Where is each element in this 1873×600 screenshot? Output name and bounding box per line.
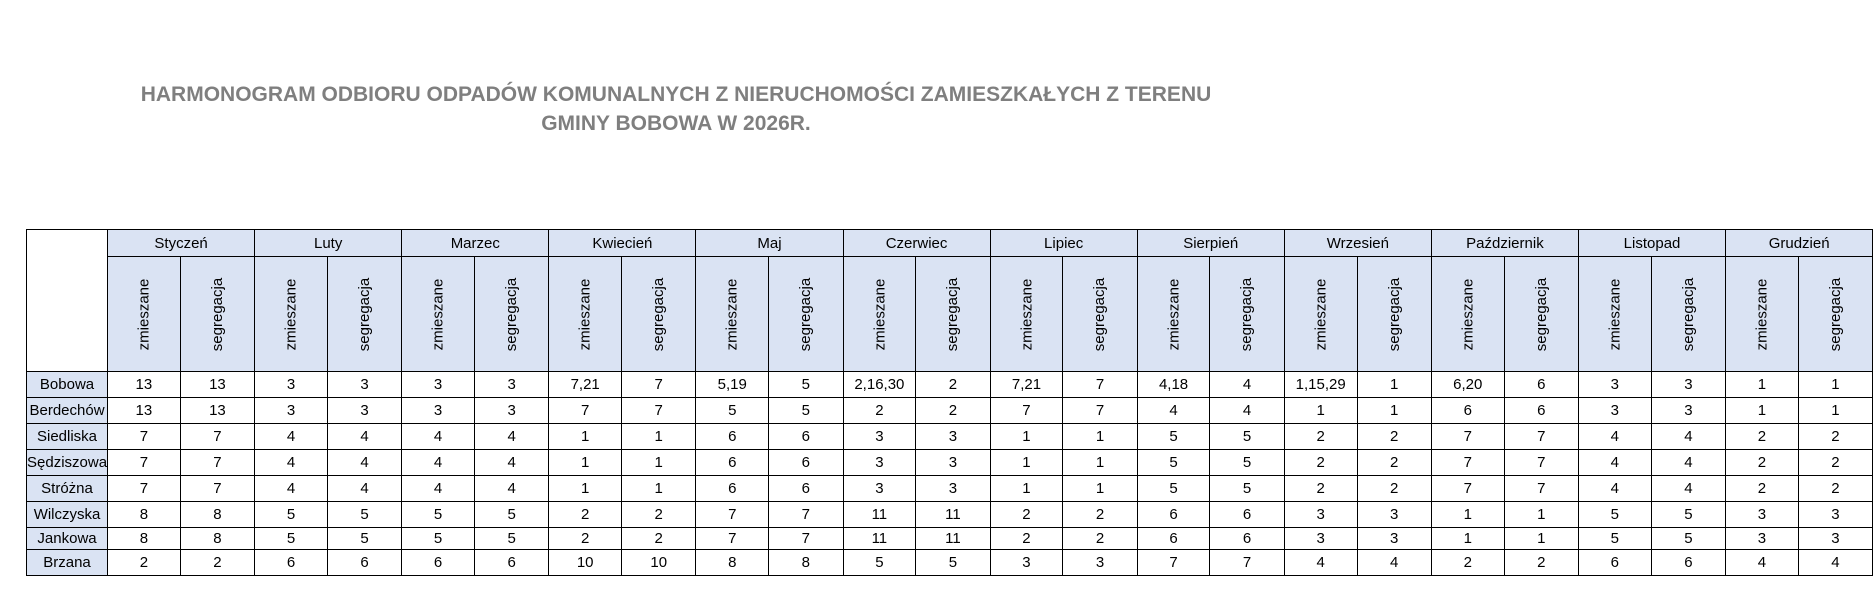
waste-type-label: segregacja xyxy=(208,277,226,351)
waste-type-label: zmieszane xyxy=(1606,278,1624,350)
pickup-day-cell: 8 xyxy=(769,550,843,576)
pickup-day-cell: 6 xyxy=(696,450,769,476)
pickup-day-cell: 8 xyxy=(108,502,181,528)
pickup-day-cell: 5 xyxy=(1578,502,1651,528)
pickup-day-cell: 7 xyxy=(1431,450,1504,476)
pickup-day-cell: 3 xyxy=(255,398,328,424)
table-row xyxy=(27,528,1873,550)
waste-type-label: zmieszane xyxy=(1017,278,1035,350)
pickup-day-cell: 4 xyxy=(1726,550,1799,576)
segregated-waste-header xyxy=(1798,257,1872,372)
pickup-day-cell: 3 xyxy=(1578,398,1651,424)
pickup-day-cell: 2 xyxy=(549,502,622,528)
pickup-day-cell: 1 xyxy=(1063,450,1137,476)
pickup-day-cell: 2 xyxy=(1798,476,1872,502)
table-row xyxy=(27,372,1873,398)
pickup-day-cell: 5 xyxy=(402,528,475,550)
waste-type-label: zmieszane xyxy=(282,278,300,350)
town-name: Sędziszowa xyxy=(27,450,108,476)
pickup-day-cell: 2 xyxy=(1284,476,1357,502)
segregated-waste-header xyxy=(769,257,843,372)
pickup-day-cell: 2 xyxy=(622,502,696,528)
pickup-day-cell: 4 xyxy=(255,424,328,450)
month-header: Grudzień xyxy=(1726,230,1873,257)
pickup-day-cell: 6 xyxy=(696,424,769,450)
pickup-day-cell: 11 xyxy=(843,528,916,550)
pickup-day-cell: 2 xyxy=(1726,476,1799,502)
town-name: Brzana xyxy=(27,550,108,576)
pickup-day-cell: 1 xyxy=(1063,424,1137,450)
town-name: Jankowa xyxy=(27,528,108,550)
pickup-day-cell: 3 xyxy=(1651,372,1725,398)
pickup-day-cell: 7 xyxy=(622,372,696,398)
pickup-day-cell: 7 xyxy=(108,424,181,450)
mixed-waste-header xyxy=(549,257,622,372)
waste-type-label: segregacja xyxy=(1385,277,1403,351)
pickup-day-cell: 2 xyxy=(1284,450,1357,476)
mixed-waste-header xyxy=(1137,257,1210,372)
pickup-day-cell: 1 xyxy=(990,476,1063,502)
pickup-day-cell: 6 xyxy=(327,550,401,576)
waste-type-label: zmieszane xyxy=(1165,278,1183,350)
pickup-day-cell: 4 xyxy=(474,424,548,450)
pickup-day-cell: 3 xyxy=(255,372,328,398)
pickup-day-cell: 7 xyxy=(1063,398,1137,424)
town-name: Wilczyska xyxy=(27,502,108,528)
segregated-waste-header xyxy=(474,257,548,372)
month-header: Luty xyxy=(255,230,402,257)
pickup-day-cell: 3 xyxy=(474,372,548,398)
pickup-day-cell: 3 xyxy=(1284,528,1357,550)
pickup-day-cell: 5 xyxy=(255,502,328,528)
segregated-waste-header xyxy=(1651,257,1725,372)
pickup-day-cell: 2 xyxy=(1798,450,1872,476)
mixed-waste-header xyxy=(402,257,475,372)
pickup-day-cell: 7 xyxy=(1063,372,1137,398)
waste-type-label: zmieszane xyxy=(1459,278,1477,350)
waste-type-label: segregacja xyxy=(1091,277,1109,351)
pickup-day-cell: 13 xyxy=(180,398,254,424)
pickup-day-cell: 4 xyxy=(1651,424,1725,450)
pickup-day-cell: 6 xyxy=(255,550,328,576)
pickup-day-cell: 3 xyxy=(474,398,548,424)
month-header: Kwiecień xyxy=(549,230,696,257)
pickup-day-cell: 3 xyxy=(1578,372,1651,398)
mixed-waste-header xyxy=(1578,257,1651,372)
pickup-day-cell: 6 xyxy=(1137,502,1210,528)
pickup-day-cell: 1 xyxy=(622,450,696,476)
pickup-day-cell: 2 xyxy=(622,528,696,550)
waste-type-label: zmieszane xyxy=(429,278,447,350)
pickup-day-cell: 2 xyxy=(1431,550,1504,576)
pickup-day-cell: 6 xyxy=(1504,398,1578,424)
pickup-day-cell: 2 xyxy=(108,550,181,576)
table-row xyxy=(27,424,1873,450)
pickup-day-cell: 6 xyxy=(1210,528,1284,550)
pickup-day-cell: 2 xyxy=(1798,424,1872,450)
pickup-day-cell: 5 xyxy=(1210,476,1284,502)
pickup-day-cell: 1 xyxy=(990,450,1063,476)
pickup-day-cell: 5 xyxy=(1137,450,1210,476)
table-row xyxy=(27,398,1873,424)
month-header: Lipiec xyxy=(990,230,1137,257)
segregated-waste-header xyxy=(1210,257,1284,372)
pickup-day-cell: 5 xyxy=(916,550,990,576)
pickup-day-cell: 7 xyxy=(1504,450,1578,476)
pickup-day-cell: 4 xyxy=(402,424,475,450)
month-header: Maj xyxy=(696,230,843,257)
corner-cell xyxy=(27,230,108,372)
pickup-day-cell: 2 xyxy=(1504,550,1578,576)
pickup-day-cell: 7 xyxy=(696,502,769,528)
waste-type-label: segregacja xyxy=(1826,277,1844,351)
pickup-day-cell: 7 xyxy=(1504,424,1578,450)
pickup-day-cell: 6 xyxy=(402,550,475,576)
pickup-day-cell: 1 xyxy=(1063,476,1137,502)
pickup-day-cell: 10 xyxy=(622,550,696,576)
mixed-waste-header xyxy=(1431,257,1504,372)
town-name: Stróżna xyxy=(27,476,108,502)
pickup-day-cell: 4 xyxy=(1210,398,1284,424)
waste-type-label: zmieszane xyxy=(135,278,153,350)
pickup-day-cell: 2 xyxy=(549,528,622,550)
pickup-day-cell: 4 xyxy=(474,476,548,502)
pickup-day-cell: 3 xyxy=(843,476,916,502)
pickup-day-cell: 1 xyxy=(1798,372,1872,398)
pickup-day-cell: 11 xyxy=(916,502,990,528)
pickup-day-cell: 3 xyxy=(327,398,401,424)
pickup-day-cell: 7 xyxy=(108,450,181,476)
pickup-day-cell: 7 xyxy=(180,476,254,502)
waste-type-label: segregacja xyxy=(1532,277,1550,351)
pickup-day-cell: 5 xyxy=(1137,476,1210,502)
segregated-waste-header xyxy=(1504,257,1578,372)
pickup-day-cell: 5 xyxy=(402,502,475,528)
pickup-day-cell: 1 xyxy=(1504,502,1578,528)
pickup-day-cell: 7 xyxy=(696,528,769,550)
pickup-day-cell: 1 xyxy=(622,476,696,502)
pickup-day-cell: 11 xyxy=(843,502,916,528)
waste-type-header-row xyxy=(27,257,1873,372)
pickup-day-cell: 4 xyxy=(1284,550,1357,576)
town-name: Bobowa xyxy=(27,372,108,398)
waste-type-label: segregacja xyxy=(503,277,521,351)
pickup-day-cell: 3 xyxy=(1284,502,1357,528)
pickup-day-cell: 7 xyxy=(108,476,181,502)
pickup-day-cell: 7 xyxy=(1431,476,1504,502)
pickup-day-cell: 4 xyxy=(1578,476,1651,502)
pickup-day-cell: 1 xyxy=(1726,372,1799,398)
pickup-day-cell: 5 xyxy=(474,528,548,550)
waste-type-label: zmieszane xyxy=(1753,278,1771,350)
pickup-day-cell: 2 xyxy=(180,550,254,576)
waste-type-label: segregacja xyxy=(1238,277,1256,351)
month-header-row xyxy=(27,230,1873,257)
pickup-day-cell: 8 xyxy=(696,550,769,576)
pickup-day-cell: 8 xyxy=(180,502,254,528)
pickup-day-cell: 7 xyxy=(990,398,1063,424)
town-name: Siedliska xyxy=(27,424,108,450)
pickup-day-cell: 7 xyxy=(622,398,696,424)
mixed-waste-header xyxy=(1726,257,1799,372)
pickup-day-cell: 3 xyxy=(1651,398,1725,424)
mixed-waste-header xyxy=(843,257,916,372)
waste-type-label: segregacja xyxy=(797,277,815,351)
pickup-day-cell: 4 xyxy=(402,450,475,476)
pickup-day-cell: 1 xyxy=(1504,528,1578,550)
pickup-day-cell: 6 xyxy=(474,550,548,576)
pickup-day-cell: 7 xyxy=(1137,550,1210,576)
pickup-day-cell: 2 xyxy=(916,372,990,398)
pickup-day-cell: 5 xyxy=(696,398,769,424)
document-title xyxy=(60,80,1292,138)
mixed-waste-header xyxy=(255,257,328,372)
pickup-day-cell: 3 xyxy=(1798,528,1872,550)
pickup-day-cell: 5 xyxy=(1651,528,1725,550)
month-header: Listopad xyxy=(1578,230,1725,257)
month-header: Sierpień xyxy=(1137,230,1284,257)
table-row xyxy=(27,476,1873,502)
pickup-day-cell: 5 xyxy=(474,502,548,528)
pickup-day-cell: 3 xyxy=(843,424,916,450)
mixed-waste-header xyxy=(108,257,181,372)
pickup-day-cell: 1 xyxy=(1726,398,1799,424)
pickup-day-cell: 5 xyxy=(769,372,843,398)
pickup-day-cell: 4 xyxy=(1357,550,1431,576)
segregated-waste-header xyxy=(622,257,696,372)
pickup-day-cell: 3 xyxy=(1726,528,1799,550)
pickup-day-cell: 5 xyxy=(843,550,916,576)
pickup-day-cell: 2 xyxy=(990,502,1063,528)
pickup-day-cell: 2 xyxy=(1726,424,1799,450)
pickup-day-cell: 4 xyxy=(327,476,401,502)
pickup-day-cell: 5 xyxy=(769,398,843,424)
pickup-day-cell: 5 xyxy=(327,528,401,550)
pickup-day-cell: 4 xyxy=(327,450,401,476)
pickup-day-cell: 4 xyxy=(327,424,401,450)
pickup-day-cell: 7 xyxy=(769,502,843,528)
pickup-day-cell: 6 xyxy=(1578,550,1651,576)
pickup-day-cell: 10 xyxy=(549,550,622,576)
pickup-day-cell: 1 xyxy=(1357,372,1431,398)
pickup-day-cell: 7,21 xyxy=(990,372,1063,398)
town-name: Berdechów xyxy=(27,398,108,424)
pickup-day-cell: 1 xyxy=(1431,502,1504,528)
waste-type-label: zmieszane xyxy=(1312,278,1330,350)
pickup-day-cell: 7 xyxy=(549,398,622,424)
pickup-day-cell: 7 xyxy=(1504,476,1578,502)
pickup-day-cell: 7 xyxy=(1431,424,1504,450)
pickup-day-cell: 4 xyxy=(1578,450,1651,476)
pickup-day-cell: 2,16,30 xyxy=(843,372,916,398)
pickup-day-cell: 2 xyxy=(1063,528,1137,550)
pickup-day-cell: 4 xyxy=(1578,424,1651,450)
pickup-day-cell: 5 xyxy=(327,502,401,528)
segregated-waste-header xyxy=(327,257,401,372)
pickup-day-cell: 2 xyxy=(1063,502,1137,528)
pickup-day-cell: 7,21 xyxy=(549,372,622,398)
pickup-day-cell: 6,20 xyxy=(1431,372,1504,398)
pickup-day-cell: 4 xyxy=(1137,398,1210,424)
pickup-day-cell: 5 xyxy=(1578,528,1651,550)
month-header: Wrzesień xyxy=(1284,230,1431,257)
pickup-day-cell: 7 xyxy=(769,528,843,550)
pickup-day-cell: 6 xyxy=(769,476,843,502)
pickup-day-cell: 3 xyxy=(916,450,990,476)
waste-type-label: segregacja xyxy=(650,277,668,351)
pickup-day-cell: 1 xyxy=(622,424,696,450)
pickup-day-cell: 1 xyxy=(549,450,622,476)
pickup-day-cell: 3 xyxy=(990,550,1063,576)
pickup-day-cell: 1 xyxy=(1431,528,1504,550)
pickup-day-cell: 13 xyxy=(180,372,254,398)
pickup-day-cell: 1 xyxy=(1284,398,1357,424)
pickup-day-cell: 4 xyxy=(255,476,328,502)
pickup-day-cell: 4 xyxy=(1651,476,1725,502)
month-header: Styczeń xyxy=(108,230,255,257)
mixed-waste-header xyxy=(990,257,1063,372)
pickup-day-cell: 2 xyxy=(916,398,990,424)
pickup-day-cell: 4 xyxy=(474,450,548,476)
pickup-day-cell: 3 xyxy=(327,372,401,398)
pickup-day-cell: 4 xyxy=(1798,550,1872,576)
segregated-waste-header xyxy=(180,257,254,372)
pickup-day-cell: 4 xyxy=(402,476,475,502)
waste-type-label: segregacja xyxy=(356,277,374,351)
pickup-day-cell: 2 xyxy=(1357,476,1431,502)
segregated-waste-header xyxy=(916,257,990,372)
title-line-1: HARMONOGRAM ODBIORU ODPADÓW KOMUNALNYCH Z NIERUCHOMOŚCI ZAMIESZKAŁYCH Z TERENU xyxy=(140,83,1212,106)
pickup-day-cell: 5 xyxy=(255,528,328,550)
mixed-waste-header xyxy=(1284,257,1357,372)
pickup-day-cell: 3 xyxy=(1798,502,1872,528)
pickup-day-cell: 6 xyxy=(696,476,769,502)
waste-type-label: zmieszane xyxy=(723,278,741,350)
pickup-day-cell: 7 xyxy=(180,424,254,450)
segregated-waste-header xyxy=(1357,257,1431,372)
pickup-day-cell: 6 xyxy=(1651,550,1725,576)
month-header: Marzec xyxy=(402,230,549,257)
pickup-day-cell: 4 xyxy=(1651,450,1725,476)
waste-type-label: zmieszane xyxy=(870,278,888,350)
pickup-day-cell: 3 xyxy=(916,424,990,450)
waste-type-label: segregacja xyxy=(944,277,962,351)
pickup-day-cell: 4 xyxy=(1210,372,1284,398)
pickup-day-cell: 13 xyxy=(108,372,181,398)
pickup-day-cell: 3 xyxy=(402,372,475,398)
pickup-day-cell: 8 xyxy=(180,528,254,550)
pickup-day-cell: 1 xyxy=(1798,398,1872,424)
pickup-day-cell: 7 xyxy=(1210,550,1284,576)
pickup-day-cell: 1 xyxy=(549,424,622,450)
pickup-day-cell: 3 xyxy=(1357,528,1431,550)
mixed-waste-header xyxy=(696,257,769,372)
pickup-day-cell: 5 xyxy=(1210,450,1284,476)
pickup-day-cell: 3 xyxy=(1357,502,1431,528)
pickup-day-cell: 2 xyxy=(1284,424,1357,450)
pickup-day-cell: 11 xyxy=(916,528,990,550)
pickup-day-cell: 7 xyxy=(180,450,254,476)
segregated-waste-header xyxy=(1063,257,1137,372)
table-row xyxy=(27,450,1873,476)
pickup-day-cell: 2 xyxy=(1726,450,1799,476)
pickup-day-cell: 2 xyxy=(1357,424,1431,450)
pickup-day-cell: 6 xyxy=(769,424,843,450)
title-line-2: GMINY BOBOWA W 2026R. xyxy=(541,112,811,135)
pickup-day-cell: 13 xyxy=(108,398,181,424)
pickup-day-cell: 2 xyxy=(1357,450,1431,476)
pickup-day-cell: 3 xyxy=(916,476,990,502)
pickup-day-cell: 6 xyxy=(1137,528,1210,550)
pickup-day-cell: 6 xyxy=(1504,372,1578,398)
pickup-day-cell: 2 xyxy=(843,398,916,424)
pickup-day-cell: 6 xyxy=(769,450,843,476)
table-row xyxy=(27,550,1873,576)
pickup-day-cell: 5,19 xyxy=(696,372,769,398)
pickup-day-cell: 1 xyxy=(990,424,1063,450)
month-header: Czerwiec xyxy=(843,230,990,257)
pickup-day-cell: 4 xyxy=(255,450,328,476)
table-row xyxy=(27,502,1873,528)
pickup-day-cell: 5 xyxy=(1210,424,1284,450)
pickup-day-cell: 2 xyxy=(990,528,1063,550)
pickup-day-cell: 3 xyxy=(1063,550,1137,576)
pickup-day-cell: 8 xyxy=(108,528,181,550)
pickup-day-cell: 6 xyxy=(1431,398,1504,424)
pickup-day-cell: 5 xyxy=(1651,502,1725,528)
pickup-day-cell: 6 xyxy=(1210,502,1284,528)
waste-type-label: segregacja xyxy=(1679,277,1697,351)
pickup-day-cell: 3 xyxy=(843,450,916,476)
pickup-day-cell: 3 xyxy=(1726,502,1799,528)
waste-type-label: zmieszane xyxy=(576,278,594,350)
pickup-day-cell: 1 xyxy=(549,476,622,502)
pickup-day-cell: 1 xyxy=(1357,398,1431,424)
pickup-day-cell: 1,15,29 xyxy=(1284,372,1357,398)
collection-schedule-table xyxy=(26,229,1873,576)
pickup-day-cell: 5 xyxy=(1137,424,1210,450)
pickup-day-cell: 3 xyxy=(402,398,475,424)
pickup-day-cell: 4,18 xyxy=(1137,372,1210,398)
month-header: Październik xyxy=(1431,230,1578,257)
